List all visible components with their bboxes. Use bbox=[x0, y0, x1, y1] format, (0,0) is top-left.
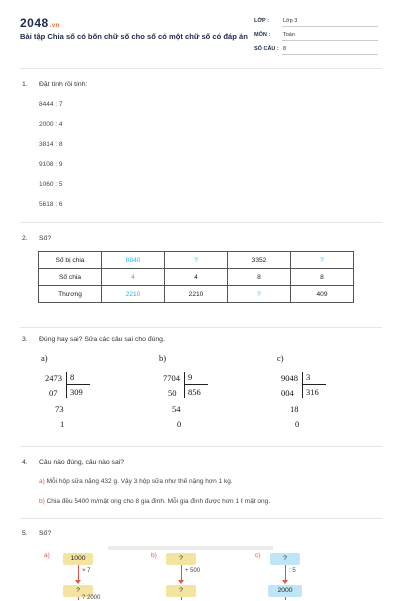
list-item: 3814 : 8 bbox=[39, 141, 63, 148]
divider bbox=[282, 54, 378, 55]
question-number: 2. bbox=[22, 235, 28, 242]
arrow-head-icon bbox=[282, 580, 288, 584]
list-item: 1060 : 5 bbox=[39, 181, 63, 188]
value-box: ? bbox=[63, 585, 93, 597]
division-bar bbox=[302, 372, 303, 398]
working-line: 54 bbox=[172, 404, 181, 414]
value-box: ? bbox=[166, 553, 196, 565]
grade-value: Lớp 3 bbox=[283, 18, 298, 24]
arrow bbox=[78, 565, 79, 581]
table-row bbox=[39, 286, 354, 303]
part-letter: b) bbox=[159, 353, 167, 363]
quotient: 309 bbox=[70, 387, 83, 397]
statement-a: a) Mỗi hộp sữa nặng 432 g. Vậy 3 hộp sữa như thế nặng hơn 1 kg. bbox=[39, 478, 233, 485]
divider bbox=[282, 26, 378, 27]
table-cell: 409 bbox=[291, 286, 354, 303]
divisor: 9 bbox=[188, 372, 193, 382]
part-letter: c) bbox=[255, 552, 261, 559]
row-header: Số chia bbox=[39, 269, 102, 286]
part-letter: a) bbox=[44, 552, 50, 559]
value-box: 2000 bbox=[268, 585, 302, 597]
table-cell: ? bbox=[228, 286, 291, 303]
dividend: 7704 bbox=[163, 373, 180, 383]
table-row bbox=[39, 269, 354, 286]
working-line: 0 bbox=[295, 419, 300, 429]
list-item: 8444 : 7 bbox=[39, 101, 63, 108]
arrow-head-icon bbox=[75, 580, 81, 584]
question-text: Đặt tính rồi tính: bbox=[39, 81, 88, 88]
operation-label: ? 2000 bbox=[82, 595, 101, 601]
division-bar bbox=[66, 372, 67, 398]
subject-value: Toán bbox=[283, 32, 295, 38]
table-cell: ? bbox=[291, 252, 354, 269]
value-box: ? bbox=[166, 585, 196, 597]
arrow bbox=[181, 565, 182, 581]
table-cell: 8 bbox=[291, 269, 354, 286]
section-divider bbox=[20, 68, 382, 69]
table-row bbox=[39, 252, 354, 269]
divider bbox=[282, 40, 378, 41]
division-table bbox=[38, 251, 354, 303]
working-line: 18 bbox=[290, 404, 299, 414]
operation-label: × 7 bbox=[82, 568, 91, 574]
question-number: 3. bbox=[22, 336, 28, 343]
table-cell: ? bbox=[165, 252, 228, 269]
subject-label: MÔN : bbox=[254, 32, 271, 38]
row-header: Thương bbox=[39, 286, 102, 303]
section-divider bbox=[20, 222, 382, 223]
working-line: 1 bbox=[60, 419, 65, 429]
image-strip bbox=[108, 546, 273, 550]
row-header: Số bị chia bbox=[39, 252, 102, 269]
table-cell: 8 bbox=[228, 269, 291, 286]
question-number: 5. bbox=[22, 530, 28, 537]
question-text: Số? bbox=[39, 235, 52, 242]
operation-label: + 500 bbox=[185, 568, 201, 574]
table-cell: 4 bbox=[165, 269, 228, 286]
division-bar bbox=[184, 384, 208, 385]
site-logo[interactable]: 2048.vn bbox=[20, 16, 60, 30]
value-box: ? bbox=[270, 553, 300, 565]
working-line: 50 bbox=[168, 388, 177, 398]
question-text: Câu nào đúng, câu nào sai? bbox=[39, 459, 125, 466]
question-number: 4. bbox=[22, 459, 28, 466]
quotient: 856 bbox=[188, 387, 201, 397]
divisor: 8 bbox=[70, 372, 75, 382]
section-divider bbox=[20, 327, 382, 328]
section-divider bbox=[20, 518, 382, 519]
value-box: 1000 bbox=[63, 553, 93, 565]
question-text: Đúng hay sai? Sửa các câu sai cho đúng. bbox=[39, 336, 165, 343]
arrow-head-icon bbox=[178, 580, 184, 584]
grade-label: LỚP : bbox=[254, 18, 269, 24]
part-letter: b) bbox=[151, 552, 157, 559]
table-cell: 3352 bbox=[228, 252, 291, 269]
question-number: 1. bbox=[22, 81, 28, 88]
working-line: 07 bbox=[49, 388, 58, 398]
division-bar bbox=[66, 384, 90, 385]
list-item: 9108 : 9 bbox=[39, 161, 63, 168]
question-count-value: 8 bbox=[283, 46, 287, 52]
table-cell: 8840 bbox=[102, 252, 165, 269]
working-line: 73 bbox=[55, 404, 64, 414]
division-bar bbox=[302, 384, 326, 385]
quotient: 316 bbox=[306, 387, 319, 397]
page-title: Bài tập Chia số có bốn chữ số cho số có một chữ số có đáp án bbox=[20, 32, 248, 41]
working-line: 004 bbox=[281, 388, 294, 398]
table-cell: 2210 bbox=[102, 286, 165, 303]
table-cell: 2210 bbox=[165, 286, 228, 303]
working-line: 0 bbox=[177, 419, 182, 429]
table-cell: 4 bbox=[102, 269, 165, 286]
part-letter: c) bbox=[277, 353, 284, 363]
dividend: 9048 bbox=[281, 373, 298, 383]
divisor: 3 bbox=[306, 372, 311, 382]
section-divider bbox=[20, 446, 382, 447]
question-count-label: SỐ CÂU : bbox=[254, 46, 279, 52]
arrow bbox=[285, 565, 286, 581]
statement-b: b) Chia đều 5400 m/mật ong cho 8 gia đình. Mỗi gia đình được hơn 1 ℓ mật ong. bbox=[39, 498, 271, 505]
operation-label: : 5 bbox=[289, 568, 296, 574]
division-bar bbox=[184, 372, 185, 398]
list-item: 5618 : 6 bbox=[39, 201, 63, 208]
dividend: 2473 bbox=[45, 373, 62, 383]
list-item: 2000 : 4 bbox=[39, 121, 63, 128]
question-text: Số? bbox=[39, 530, 52, 537]
part-letter: a) bbox=[41, 353, 48, 363]
